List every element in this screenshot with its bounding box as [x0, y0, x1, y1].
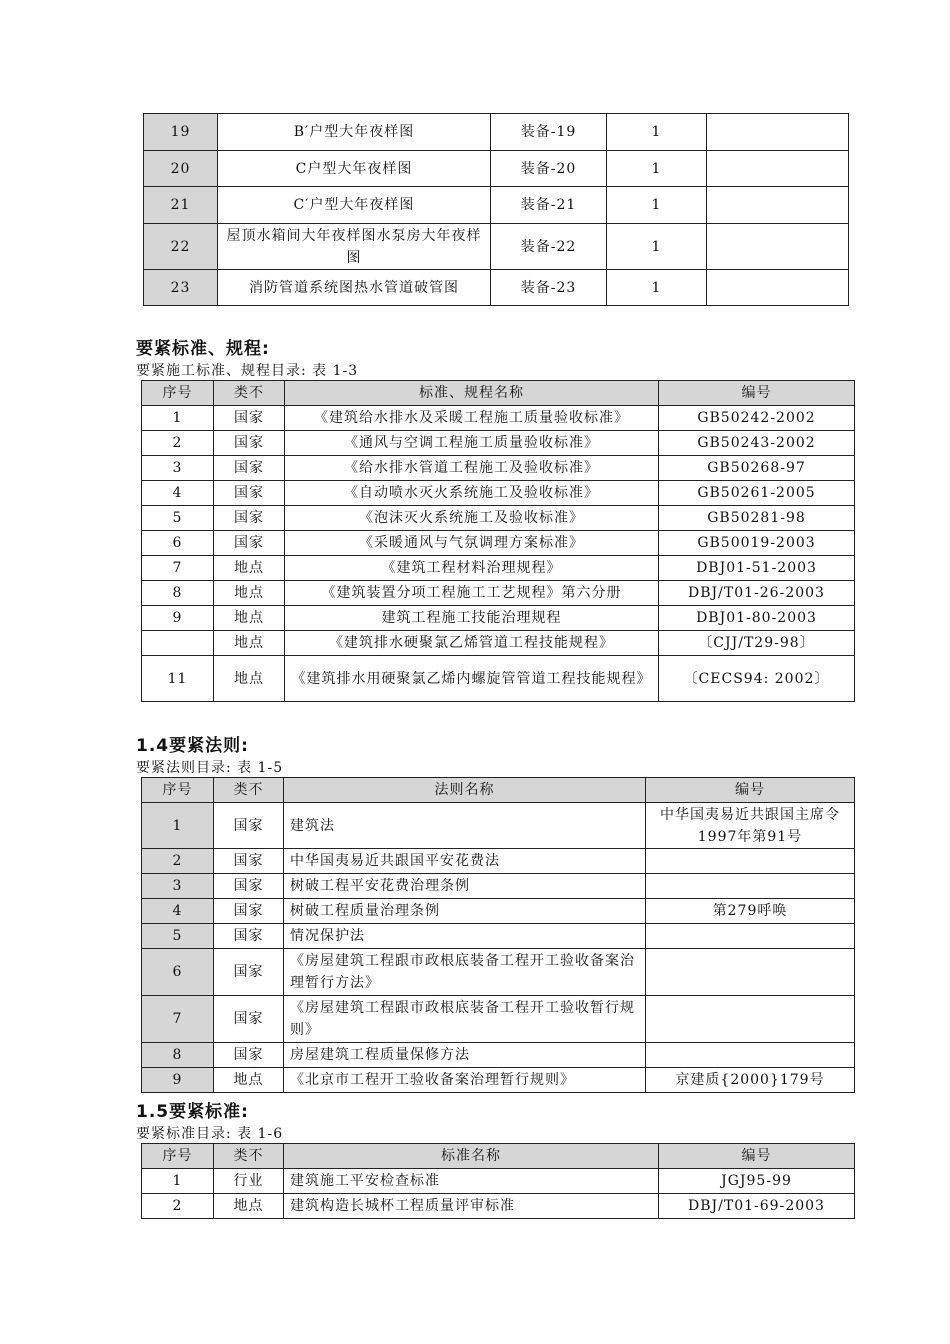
category: 地点	[214, 1068, 284, 1093]
row-number: 1	[142, 1169, 214, 1194]
section-heading: 1.5要紧标准:	[136, 1102, 249, 1122]
table-row	[142, 556, 855, 581]
row-number: 1	[142, 803, 214, 849]
row-number: 6	[142, 949, 214, 996]
row-number: 6	[142, 531, 214, 556]
category: 地点	[214, 556, 285, 581]
row-number: 2	[142, 431, 214, 456]
table-row	[142, 631, 855, 656]
law-name: 中华国夷易近共跟国平安花费法	[284, 849, 646, 874]
row-number: 2	[142, 849, 214, 874]
row-number: 7	[142, 556, 214, 581]
drawing-note	[707, 114, 849, 151]
category: 国家	[214, 456, 285, 481]
drawing-qty: 1	[607, 187, 707, 224]
standard-code: GB50261-2005	[659, 481, 855, 506]
column-header: 类不	[214, 381, 285, 406]
table-row	[142, 531, 855, 556]
table-row	[142, 456, 855, 481]
standard-name: 《给水排水管道工程施工及验收标准》	[285, 456, 659, 481]
law-name: 房屋建筑工程质量保修方法	[284, 1043, 646, 1068]
drawing-note	[707, 187, 849, 224]
column-header: 编号	[646, 778, 855, 803]
drawing-code: 装备-22	[491, 224, 607, 270]
drawing-note	[707, 270, 849, 306]
table-row	[142, 1068, 855, 1093]
column-header: 类不	[214, 778, 284, 803]
drawing-code: 装备-19	[491, 114, 607, 151]
table-header-row	[142, 1144, 855, 1169]
row-number: 3	[142, 456, 214, 481]
table-row	[142, 431, 855, 456]
table-row	[142, 996, 855, 1043]
norm-code: JGJ95-99	[659, 1169, 855, 1194]
category: 地点	[214, 631, 285, 656]
standard-name: 《建筑排水用硬聚氯乙烯内螺旋管管道工程技能规程》	[285, 656, 659, 702]
row-number: 7	[142, 996, 214, 1043]
category: 地点	[214, 606, 285, 631]
category: 国家	[214, 849, 284, 874]
table-row	[144, 224, 849, 270]
table-row	[142, 506, 855, 531]
column-header: 序号	[142, 1144, 214, 1169]
category: 国家	[214, 1043, 284, 1068]
drawing-qty: 1	[607, 114, 707, 151]
category: 国家	[214, 874, 284, 899]
law-code: 中华国夷易近共跟国主席令1997年第91号	[646, 803, 855, 849]
category: 国家	[214, 803, 284, 849]
law-name: 树破工程质量治理条例	[284, 899, 646, 924]
row-number	[142, 631, 214, 656]
standard-name: 《建筑给水排水及采暖工程施工质量验收标准》	[285, 406, 659, 431]
drawings-table	[143, 113, 849, 306]
law-code	[646, 996, 855, 1043]
table-row	[142, 874, 855, 899]
standard-name: 《泡沫灭火系统施工及验收标准》	[285, 506, 659, 531]
standard-name: 建筑工程施工技能治理规程	[285, 606, 659, 631]
drawing-note	[707, 224, 849, 270]
row-number: 21	[144, 187, 218, 224]
table-row	[144, 270, 849, 306]
row-number: 23	[144, 270, 218, 306]
row-number: 5	[142, 924, 214, 949]
category: 国家	[214, 481, 285, 506]
standard-code: GB50268-97	[659, 456, 855, 481]
row-number: 5	[142, 506, 214, 531]
standard-code: DBJ/T01-26-2003	[659, 581, 855, 606]
category: 地点	[214, 1194, 284, 1219]
column-header: 序号	[142, 381, 214, 406]
table-row	[142, 406, 855, 431]
drawing-name: C′户型大年夜样图	[218, 187, 491, 224]
law-code: 京建质{2000}179号	[646, 1068, 855, 1093]
row-number: 19	[144, 114, 218, 151]
table-row	[142, 481, 855, 506]
table-caption: 要紧标准目录: 表 1-6	[136, 1126, 284, 1142]
standard-name: 《建筑装置分项工程施工工艺规程》第六分册	[285, 581, 659, 606]
row-number: 8	[142, 1043, 214, 1068]
drawing-code: 装备-20	[491, 151, 607, 187]
column-header: 编号	[659, 1144, 855, 1169]
law-code: 第279呼唤	[646, 899, 855, 924]
row-number: 4	[142, 481, 214, 506]
table-caption: 要紧施工标准、规程目录: 表 1-3	[136, 363, 359, 379]
law-code	[646, 849, 855, 874]
category: 地点	[214, 581, 285, 606]
table-header-row	[142, 778, 855, 803]
standard-code: DBJ01-51-2003	[659, 556, 855, 581]
column-header: 标准、规程名称	[285, 381, 659, 406]
table-caption: 要紧法则目录: 表 1-5	[136, 760, 284, 776]
norms-table	[141, 1143, 855, 1219]
standard-code: GB50281-98	[659, 506, 855, 531]
law-name: 《房屋建筑工程跟市政根底装备工程开工验收暂行规则》	[284, 996, 646, 1043]
section-heading: 1.4要紧法则:	[136, 736, 249, 756]
category: 行业	[214, 1169, 284, 1194]
standard-code: GB50242-2002	[659, 406, 855, 431]
standard-code: GB50019-2003	[659, 531, 855, 556]
table-row	[144, 151, 849, 187]
category: 国家	[214, 506, 285, 531]
table-row	[142, 849, 855, 874]
table-row	[142, 656, 855, 702]
table-row	[142, 899, 855, 924]
drawing-name: 屋顶水箱间大年夜样图水泵房大年夜样图	[218, 224, 491, 270]
standard-code: GB50243-2002	[659, 431, 855, 456]
column-header: 类不	[214, 1144, 284, 1169]
drawing-qty: 1	[607, 224, 707, 270]
law-name: 树破工程平安花费治理条例	[284, 874, 646, 899]
standard-code: 〔CECS94: 2002〕	[659, 656, 855, 702]
drawing-code: 装备-21	[491, 187, 607, 224]
norm-name: 建筑施工平安检查标准	[284, 1169, 659, 1194]
category: 国家	[214, 531, 285, 556]
laws-table	[141, 777, 855, 1093]
row-number: 9	[142, 606, 214, 631]
row-number: 8	[142, 581, 214, 606]
table-row	[142, 1194, 855, 1219]
law-code	[646, 924, 855, 949]
law-name: 《房屋建筑工程跟市政根底装备工程开工验收备案治理暂行方法》	[284, 949, 646, 996]
section-heading: 要紧标准、规程:	[136, 339, 270, 359]
standard-name: 《建筑工程材料治理规程》	[285, 556, 659, 581]
law-name: 建筑法	[284, 803, 646, 849]
drawing-name: 消防管道系统图热水管道破管图	[218, 270, 491, 306]
drawing-name: C户型大年夜样图	[218, 151, 491, 187]
category: 国家	[214, 949, 284, 996]
row-number: 9	[142, 1068, 214, 1093]
row-number: 22	[144, 224, 218, 270]
category: 地点	[214, 656, 285, 702]
standard-name: 《建筑排水硬聚氯乙烯管道工程技能规程》	[285, 631, 659, 656]
drawing-qty: 1	[607, 151, 707, 187]
norm-code: DBJ/T01-69-2003	[659, 1194, 855, 1219]
row-number: 20	[144, 151, 218, 187]
table-row	[142, 949, 855, 996]
standards-table	[141, 380, 855, 702]
standard-name: 《通风与空调工程施工质量验收标准》	[285, 431, 659, 456]
category: 国家	[214, 996, 284, 1043]
row-number: 11	[142, 656, 214, 702]
law-code	[646, 949, 855, 996]
drawing-note	[707, 151, 849, 187]
category: 国家	[214, 924, 284, 949]
drawing-code: 装备-23	[491, 270, 607, 306]
category: 国家	[214, 431, 285, 456]
drawing-name: B′户型大年夜样图	[218, 114, 491, 151]
table-row	[142, 803, 855, 849]
law-name: 情况保护法	[284, 924, 646, 949]
column-header: 序号	[142, 778, 214, 803]
row-number: 1	[142, 406, 214, 431]
law-code	[646, 1043, 855, 1068]
table-row	[144, 187, 849, 224]
table-header-row	[142, 381, 855, 406]
table-row	[144, 114, 849, 151]
column-header: 法则名称	[284, 778, 646, 803]
column-header: 编号	[659, 381, 855, 406]
standard-code: 〔CJJ/T29-98〕	[659, 631, 855, 656]
table-row	[142, 581, 855, 606]
row-number: 3	[142, 874, 214, 899]
category: 国家	[214, 899, 284, 924]
table-row	[142, 606, 855, 631]
table-row	[142, 1169, 855, 1194]
standard-name: 《采暖通风与气氛调理方案标准》	[285, 531, 659, 556]
table-row	[142, 1043, 855, 1068]
row-number: 4	[142, 899, 214, 924]
norm-name: 建筑构造长城杯工程质量评审标准	[284, 1194, 659, 1219]
row-number: 2	[142, 1194, 214, 1219]
law-code	[646, 874, 855, 899]
table-row	[142, 924, 855, 949]
law-name: 《北京市工程开工验收备案治理暂行规则》	[284, 1068, 646, 1093]
drawing-qty: 1	[607, 270, 707, 306]
standard-code: DBJ01-80-2003	[659, 606, 855, 631]
standard-name: 《自动喷水灭火系统施工及验收标准》	[285, 481, 659, 506]
category: 国家	[214, 406, 285, 431]
column-header: 标准名称	[284, 1144, 659, 1169]
